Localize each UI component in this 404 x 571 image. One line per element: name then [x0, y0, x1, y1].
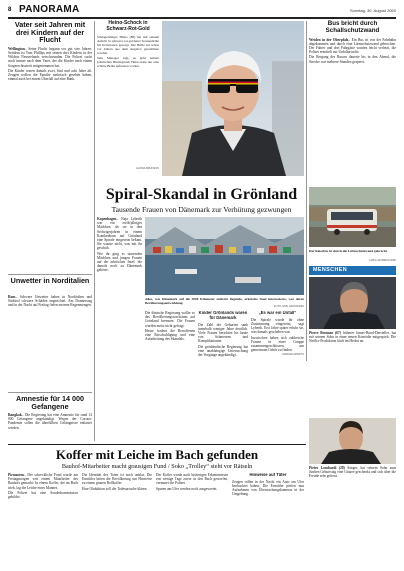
dateline: Rom	[8, 295, 16, 299]
section-title: PANORAMA	[19, 4, 80, 15]
paragraph: Sein Manager sagt, es gebe keinen politischen Hintergrund, Heino habe nur eine schöne Brille aufsetzen wollen.	[97, 56, 159, 69]
bottom-column-1	[8, 473, 78, 567]
paragraph: Der Koffer wurde nach bisherigen Erkenntnissen erst wenige Tage zuvor in den Bach geworfen, vermutet die Polizei.	[156, 473, 228, 486]
paragraph: Die Zahl der Geburten sank innerhalb weniger Jahre deutlich. Viele Frauen berichten bis heute von Schmerzen und Komplikationen.	[198, 322, 248, 344]
photo-credit: FOTO: EMIL HELMS/DPA	[273, 305, 304, 308]
caption-text: Der Reisebus ist durch die Lärmschutzwand gekracht.	[309, 249, 388, 253]
header-rule	[8, 17, 396, 19]
paragraph: Die Identität des Toten ist noch unklar. Die Ermittler bitten die Bevölkerung um Hinweise zu einem grauen Rollkoffer.	[82, 473, 152, 486]
main-column-2	[145, 311, 195, 441]
section-subhead: Kinder Grönlands waren für Dänemark	[198, 311, 248, 320]
main-column-3	[198, 311, 248, 441]
person-age: (67)	[334, 331, 341, 335]
bottom-headline: Koffer mit Leiche im Bach gefunden	[55, 447, 259, 462]
left-column	[8, 21, 92, 441]
bottom-subhead: Bauhof-Mitarbeiter macht grausigen Fund / Soko „Trolley“ steht vor Rätseln	[61, 463, 253, 470]
bottom-column-3	[156, 473, 228, 567]
page-number: 8	[8, 7, 12, 13]
bottom-column-4	[232, 473, 304, 567]
column-divider	[306, 21, 307, 361]
main-column-1	[97, 217, 142, 441]
story-body	[8, 295, 92, 389]
main-subhead: Tausende Frauen von Dänemark zur Verhütung gezwungen	[111, 205, 292, 214]
story-body	[309, 38, 396, 185]
paragraph: Wie ihr ging es tausenden Mädchen und jungen Frauen auf der arktischen Insel, die damals noch zu Dänemark gehörte.	[97, 251, 142, 273]
paragraph: Eine Obduktion soll die Todesursache klären.	[82, 486, 148, 491]
photo-caption	[309, 249, 396, 259]
paragraph: Die Bergung des Busses dauerte bis in den Abend, die Strecke war mehrere Stunden gesperrt.	[309, 55, 396, 64]
paragraph: – Die Regierung hat eine Amnestie für rund 14 000 Gefangene angekündigt. Wegen der Corona-Pandemie sollen die überfüllten Gefängnisse entlastet werden.	[8, 413, 92, 430]
divider	[8, 274, 92, 275]
lombardi-photo	[309, 418, 396, 464]
paragraph: Schlagersänger Heino (80) hat mit seinem Auftritt in schwarz-rot-goldener Sonnenbrille für Irritationen gesorgt. Die Brille sei schon vor Jahren aus dem Angebot genommen worden.	[97, 35, 159, 56]
dateline: Pirmasens	[8, 473, 24, 477]
story-headline: Unwetter in Norditalien	[10, 276, 90, 285]
menschen-label	[309, 266, 396, 275]
caption-text: Alles, was Dänemark auf die 3000 Kilometer entfernt liegende, arktische Insel interessierte, war deren Bevölkerungsentwicklung.	[145, 297, 304, 305]
paragraph: Zeugen sollen in der Nacht ein Auto am Ufer beobachtet haben. Die Ermittler prüfen nun Aufnahmen von Überwachungskameras in der Umgebung.	[232, 479, 304, 497]
story-headline: Heino-Schock in Schwarz-Rot-Gold	[106, 20, 150, 32]
author-credit: MARIAM ARNDTS	[282, 353, 304, 357]
dateline: Kopenhagen	[97, 217, 117, 221]
paragraph: Die Kinder waren damals zwei, fünf und acht Jahre alt. Zeugen wollen die Familie mehrfach gesehen haben, einmal auch bei einem Überfall auf eine Bank.	[8, 68, 92, 82]
paragraph: – Der schreckliche Fund wurde am Freitagmorgen von einem Mitarbeiter des Bauhofs gemacht: In einem Koffer, der im Bach trieb, lag die Leiche eines Mannes.	[8, 473, 78, 490]
bottom-rule	[8, 444, 306, 445]
dateline: Wellington	[8, 46, 25, 51]
paragraph: – Ein Bus ist von der Fahrbahn abgekommen und durch eine Lärmschutzwand gebrochen. Der Fahrer und drei Fahrgäste wurden leicht verletzt, die Polizei ermittelt zur Unfallursache.	[309, 37, 396, 55]
dateline: Bangkok	[8, 413, 22, 417]
story-body	[8, 47, 92, 227]
brosnan-photo	[309, 277, 396, 329]
paragraph: Die dänische Regierung wollte so das Bevölkerungswachstum auf Grönland bremsen. Die Frauen wurden meist nicht gefragt.	[145, 311, 195, 328]
column-divider	[94, 21, 95, 441]
paragraph: Die Spirale wurde ihr ohne Zustimmung eingesetzt, sagt Lyberth. Erst Jahre später erfuhr sie, was damals geschehen war.	[251, 317, 304, 335]
paragraph: – Seine Flucht begann vor gut vier Jahren: Seitdem ist Tom Phillips mit seinen drei Kindern in der Wildnis Neuseelands verschwunden. Die Polizei sucht noch immer nach dem Vater, der die Kinder nach einem Sorgerechtsstreit mitgenommen hat.	[8, 46, 92, 68]
paragraph: – Schwere Unwetter haben in Norditalien und Südtirol schwere Schäden angerichtet. Am Donnerstag und in der Nacht auf Freitag fielen enorme Regenmengen.	[8, 295, 92, 308]
paragraph: Die Polizei hat eine Sonderkommission gebildet.	[8, 490, 78, 500]
bus-photo	[309, 187, 396, 247]
bottom-column-2	[82, 473, 152, 567]
story-headline: Vater seit Jahren mit drei Kindern auf der Flucht	[14, 20, 86, 45]
heino-column	[97, 21, 159, 181]
person-entry	[309, 466, 396, 566]
main-column-4	[251, 311, 304, 441]
section-subhead: „Es war ein Unfall“	[258, 311, 297, 315]
person-text: Sänger, hat seinem Sohn zum fünften Geburtstag eine Gitarre geschenkt und sich über die Freude sehr gefreut.	[309, 466, 396, 479]
story-headline: Bus bricht durch Schallschutzwand	[325, 20, 380, 34]
menschen-title: MENSCHEN	[313, 267, 348, 273]
issue-date: Sonntag, 30. August 2020	[349, 8, 396, 13]
story-body	[97, 35, 159, 167]
person-entry	[309, 331, 396, 417]
paragraph: Inzwischen haben sich zahlreiche Frauen in einer Gruppe zusammengeschlossen, um gemeinsam Gehör zu finden.	[251, 335, 304, 353]
person-name: Pierce Brosnan	[309, 331, 334, 335]
person-text: früherer James-Bond-Darsteller, hat mit seinem Sohn in einer neuen Komödie mitgespielt. Die Netflix-Produktion läuft im Herbst an.	[309, 331, 396, 344]
paragraph: – Naja Lyberth war ein zwölfjähriges Mädchen, als sie in den Sechzigerjahren in einem Krankenhaus auf Grönland eine Spirale eingesetzt bekam. Sie wusste nicht, was mit ihr geschah.	[97, 217, 142, 251]
story-headline: Amnestie für 14 000 Gefangene	[16, 394, 84, 411]
paragraph: Spuren am Ufer werden noch ausgewertet.	[156, 486, 218, 491]
photo-credit: LARS HAUBRICH/DPA	[369, 259, 396, 262]
section-subhead: Hinweise auf Täter	[249, 473, 287, 477]
author-credit: HANNA BRÜNSON	[136, 167, 159, 171]
person-age: (28)	[338, 466, 345, 470]
greenland-photo	[145, 217, 304, 295]
main-headline: Spiral-Skandal in Grönland	[105, 186, 298, 203]
divider	[8, 392, 92, 393]
story-body	[8, 416, 92, 438]
dateline: Weiden in der Oberpfalz	[309, 37, 349, 42]
paragraph: Heute fordern die Betroffenen eine Entschuldigung und eine Aufarbeitung des Skandals.	[145, 328, 195, 342]
paragraph: Die grönländische Regierung hat eine unabhängige Untersuchung der Vorgänge angekündigt.	[198, 344, 248, 358]
heino-photo	[162, 21, 304, 176]
person-name: Pietro Lombardi	[309, 466, 337, 470]
